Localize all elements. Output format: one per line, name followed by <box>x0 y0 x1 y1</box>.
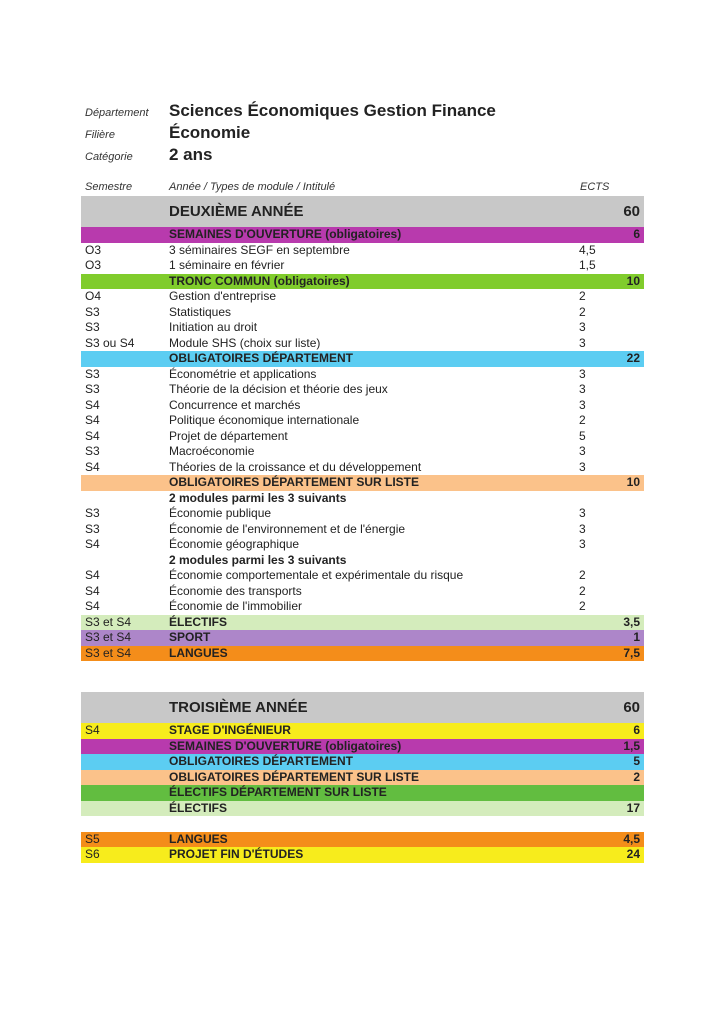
departement-value: Sciences Économiques Gestion Finance <box>169 101 496 120</box>
module-row <box>81 398 644 414</box>
year-ects: 60 <box>623 699 640 716</box>
module-row <box>81 522 644 538</box>
module-row <box>81 506 644 522</box>
module-semester: S3 et S4 <box>85 645 132 660</box>
module-semester: O3 <box>85 242 102 257</box>
module-ects: 2 <box>579 304 586 319</box>
module-title: Économétrie et applications <box>169 366 317 381</box>
module-row <box>81 289 644 305</box>
category-ects: 2 <box>633 769 640 784</box>
module-title: Économie des transports <box>169 583 302 598</box>
category-ects: 6 <box>633 723 640 737</box>
module-row <box>81 258 644 274</box>
module-semester: S3 <box>85 506 100 520</box>
category-ects: 5 <box>633 754 640 768</box>
module-ects: 2 <box>579 289 586 303</box>
category-ects: 1 <box>633 630 640 644</box>
categorie-label: Catégorie <box>85 151 133 163</box>
category-row <box>81 785 644 801</box>
module-ects: 3 <box>579 537 586 551</box>
col-semestre: Semestre <box>85 181 133 193</box>
module-semester: S4 <box>85 413 100 427</box>
module-title: 1 séminaire en février <box>169 258 285 272</box>
categorie-value: 2 ans <box>169 145 213 164</box>
year-title: DEUXIÈME ANNÉE <box>169 203 304 220</box>
module-ects: 3 <box>579 397 586 412</box>
stage-row <box>81 723 644 739</box>
category-label: ÉLECTIFS <box>169 800 228 815</box>
module-row <box>81 336 644 352</box>
category-label: OBLIGATOIRES DÉPARTEMENT SUR LISTE <box>169 475 420 489</box>
module-title: Projet de département <box>169 428 288 443</box>
module-row <box>81 367 644 383</box>
electifs-row <box>81 615 644 631</box>
module-ects: 2 <box>579 568 586 582</box>
module-row <box>81 243 644 259</box>
module-ects: 3 <box>579 335 586 350</box>
category-ects: 3,5 <box>623 614 640 629</box>
module-semester: S4 <box>85 459 100 474</box>
module-title: Économie publique <box>169 506 272 520</box>
category-row <box>81 770 644 786</box>
module-ects: 2 <box>579 599 586 613</box>
category-row <box>81 801 644 817</box>
category-ects: 1,5 <box>623 738 640 753</box>
module-semester: S6 <box>85 847 100 861</box>
category-label: SEMAINES D'OUVERTURE (obligatoires) <box>169 227 402 241</box>
module-row <box>81 584 644 600</box>
module-title: Théories de la croissance et du développement <box>169 459 422 474</box>
category-label: OBLIGATOIRES DÉPARTEMENT <box>169 754 354 768</box>
column-headers <box>85 181 645 195</box>
module-title: Statistiques <box>169 304 232 319</box>
module-semester: S3 <box>85 382 100 396</box>
module-semester: S3 et S4 <box>85 614 132 629</box>
module-title: Concurrence et marchés <box>169 397 301 412</box>
category-ects: 4,5 <box>623 831 640 846</box>
module-ects: 3 <box>579 366 586 381</box>
module-row <box>81 305 644 321</box>
module-row <box>81 568 644 584</box>
module-title: 3 séminaires SEGF en septembre <box>169 242 350 257</box>
subgroup-row <box>81 553 644 569</box>
category-label: STAGE D'INGÉNIEUR <box>169 723 291 737</box>
category-label: ÉLECTIFS DÉPARTEMENT SUR LISTE <box>169 785 387 799</box>
module-title: Économie comportementale et expérimentale du risque <box>169 568 464 582</box>
module-title: Économie géographique <box>169 537 300 551</box>
module-row <box>81 320 644 336</box>
category-ects: 7,5 <box>623 645 640 660</box>
category-row <box>81 227 644 243</box>
module-title: Politique économique internationale <box>169 413 360 427</box>
category-label: SEMAINES D'OUVERTURE (obligatoires) <box>169 738 402 753</box>
category-label: TRONC COMMUN (obligatoires) <box>169 273 350 288</box>
departement-label: Département <box>85 107 149 119</box>
module-ects: 3 <box>579 506 586 520</box>
module-ects: 5 <box>579 428 586 443</box>
category-ects: 17 <box>626 800 640 815</box>
category-row <box>81 754 644 770</box>
module-semester: S5 <box>85 831 100 846</box>
category-label: LANGUES <box>169 831 228 846</box>
category-label: SPORT <box>169 630 211 644</box>
module-semester: S4 <box>85 428 100 443</box>
module-row <box>81 537 644 553</box>
module-semester: S3 <box>85 320 100 334</box>
category-label: OBLIGATOIRES DÉPARTEMENT <box>169 351 354 365</box>
module-row <box>81 599 644 615</box>
category-row <box>81 475 644 491</box>
sport-row <box>81 630 644 646</box>
filiere-label: Filière <box>85 129 115 141</box>
module-title: Module SHS (choix sur liste) <box>169 335 321 350</box>
module-semester: O4 <box>85 289 102 303</box>
module-semester: S4 <box>85 723 100 737</box>
spacer <box>81 661 644 692</box>
module-ects: 1,5 <box>579 258 596 272</box>
module-title: Initiation au droit <box>169 320 258 334</box>
category-label: PROJET FIN D'ÉTUDES <box>169 847 304 861</box>
category-ects: 22 <box>626 351 640 365</box>
category-label: OBLIGATOIRES DÉPARTEMENT SUR LISTE <box>169 769 420 784</box>
module-row <box>81 429 644 445</box>
module-semester: S3 <box>85 304 100 319</box>
module-title: Théorie de la décision et théorie des jeux <box>169 382 388 396</box>
module-semester: S4 <box>85 537 100 551</box>
category-ects: 10 <box>626 273 640 288</box>
module-semester: S3 ou S4 <box>85 335 135 350</box>
spacer <box>81 816 644 832</box>
category-row <box>81 739 644 755</box>
module-semester: S3 <box>85 521 100 536</box>
module-semester: S4 <box>85 397 100 412</box>
module-ects: 3 <box>579 521 586 536</box>
module-row <box>81 382 644 398</box>
col-ects: ECTS <box>580 181 610 193</box>
category-label: LANGUES <box>169 645 228 660</box>
module-semester: O3 <box>85 258 102 272</box>
subgroup-label: 2 modules parmi les 3 suivants <box>169 490 347 505</box>
langues-row <box>81 646 644 662</box>
module-ects: 3 <box>579 320 586 334</box>
col-intitule: Année / Types de module / Intitulé <box>169 181 336 193</box>
categorie-row <box>85 145 212 165</box>
module-ects: 3 <box>579 444 586 458</box>
year-ects: 60 <box>623 203 640 220</box>
module-title: Gestion d'entreprise <box>169 289 277 303</box>
module-semester: S3 <box>85 366 100 381</box>
category-row <box>81 351 644 367</box>
departement-row <box>85 101 496 121</box>
module-title: Économie de l'environnement et de l'énergie <box>169 521 406 536</box>
filiere-value: Économie <box>169 123 251 142</box>
module-semester: S3 et S4 <box>85 630 132 644</box>
module-ects: 3 <box>579 459 586 474</box>
year-three-header <box>81 692 644 723</box>
module-row <box>81 444 644 460</box>
year-two-header <box>81 196 644 227</box>
module-title: Macroéconomie <box>169 444 255 458</box>
langues-row <box>81 832 644 848</box>
category-label: ÉLECTIFS <box>169 614 228 629</box>
subgroup-label: 2 modules parmi les 3 suivants <box>169 552 347 567</box>
module-semester: S3 <box>85 444 100 458</box>
module-semester: S4 <box>85 599 100 613</box>
module-title: Économie de l'immobilier <box>169 599 303 613</box>
category-ects: 6 <box>633 227 640 241</box>
module-ects: 2 <box>579 583 586 598</box>
category-row <box>81 274 644 290</box>
projet-row <box>81 847 644 863</box>
module-row <box>81 413 644 429</box>
filiere-row <box>85 123 250 143</box>
category-ects: 24 <box>626 847 640 861</box>
module-row <box>81 460 644 476</box>
curriculum-table <box>81 196 644 863</box>
module-ects: 2 <box>579 413 586 427</box>
module-semester: S4 <box>85 568 100 582</box>
module-ects: 4,5 <box>579 242 596 257</box>
year-title: TROISIÈME ANNÉE <box>169 699 308 716</box>
subgroup-row <box>81 491 644 507</box>
category-ects: 10 <box>626 475 640 489</box>
module-semester: S4 <box>85 583 100 598</box>
module-ects: 3 <box>579 382 586 396</box>
